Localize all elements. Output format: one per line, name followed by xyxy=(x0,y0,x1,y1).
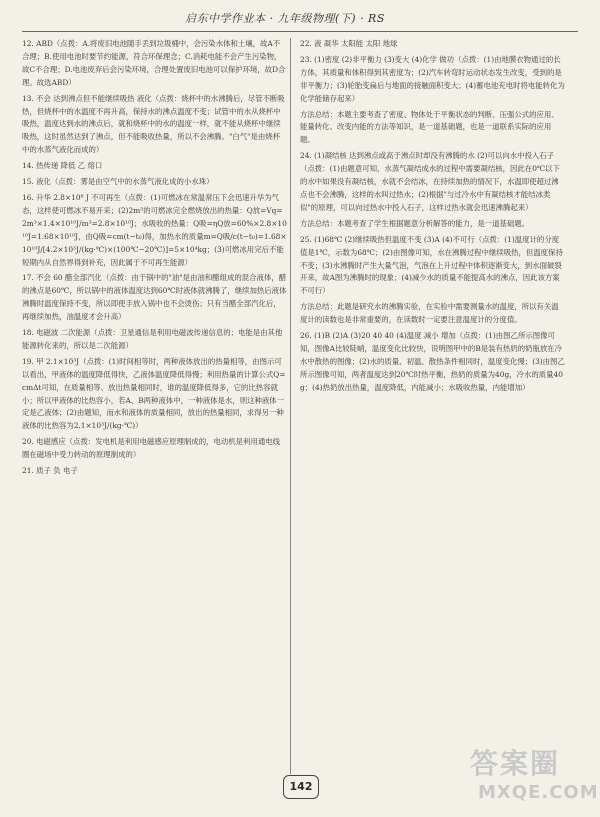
answer-20: 20. 电磁感应（点拨：发电机是利用电磁感应原理制成的，电动机是利用通电线圈在磁场中受力转动的原理制成的） xyxy=(22,437,280,460)
answer-14: 14. 热传递 降低 乙 熔口 xyxy=(22,161,103,171)
column-divider xyxy=(290,38,291,774)
method-summary-25: 方法总结：此题是研究水的沸腾实验，在实验中需要测量水的温度，所以有关温度计的读数也是非常重要的，在读数时一定要注意温度计的分度值。 xyxy=(300,302,559,325)
answer-26: 26. (1)B (2)A (3)20 40 40 (4)温度 减小 增加（点拨：(1)由图乙所示图像可知，图像A比较陡峭，温度变化比较快，说明图甲中的B是装有热奶的奶瓶放在冷水中散热的图像；(2)水的质量、初温、散热条件相同时，温度变化慢；(3)由图乙所示图像可知，两者温度达到20℃时热平衡，热奶的质量为40g，冷水的质量40g；(4)热奶放出热量，温度降低，内能减小；水吸收热量，内能增加） xyxy=(300,331,565,392)
answer-25: 25. (1)68℃ (2)继续吸热但温度不变 (3)A (4)不可行（点拨：(1)温度计的分度值是1℃，示数为68℃；(2)由图像可知，水在沸腾过程中继续吸热，但温度保持不变；(3)水沸腾时产生大量气泡，气泡在上升过程中体积逐渐变大，到水面破裂开来，故A图为沸腾时的现象；(4)减少水的质量不能提高水的沸点，因此该方案不可行） xyxy=(300,234,563,296)
watermark-logo: 答案圈 xyxy=(470,747,561,780)
watermark-url: MXQE.COM xyxy=(478,782,599,803)
answer-17: 17. 不会 60 醋全部汽化（点拨：由于锅中的"油"是由油和醋组成的混合液体，醋的沸点是60℃，所以锅中的液体温度达到60℃时液体就沸腾了，继续加热后液体沸腾时温度保持不变，所以即使手放入锅中也不会烫伤；只有当醋全部汽化后，再继续加热，油温度才会升高） xyxy=(22,273,287,322)
answer-16: 16. 升华 2.8×10⁸ J 不可再生（点拨：(1)可燃冰在常温常压下会迅速升华为气态，这样使可燃冰不易开采；(2)2m³的可燃冰完全燃烧放出的热量：Q放=Vq=2m³×1.4×10¹⁰J/m³=2.8×10¹⁰J；水吸收的热量：Q吸=ηQ放=60%×2.8×10¹⁰J=1.68×10¹⁰J，由Q吸=cm(t−t₀)得，加热水的质量m=Q吸/c(t−t₀)=1.68×10¹⁰J/[4.2×10³J/(kg·℃)×(100℃−20℃)]=5×10⁴kg；(3)可燃冰用完后不能短期内从自然界得到补充，因此属于不可再生能源） xyxy=(22,192,287,267)
answer-18: 18. 电磁波 二次能源（点拨：卫星通信是利用电磁波传递信息的；电能是由其他能源转化来的，所以是二次能源） xyxy=(22,328,283,350)
answer-24: 24. (1)凝结核 达到沸点或高于沸点时却没有沸腾的水 (2)可以向水中投入石子（点拨：(1)由题意可知，水蒸气凝结成水的过程中需要凝结核，因此在0℃以下的水中如果没有凝结核，水就不会结冰，在持续加热的情况下，水温即使超过沸点也不会沸腾，这样的水叫过热水；(2)根据"与过冷水中有凝结核才能结冰类似"的原理，可以向过热水中投入石子，这样过热水就会迅速沸腾起来） xyxy=(300,151,560,212)
answer-12: 12. ABD（点拨：A.将废旧电池随手丢到垃圾桶中，会污染水体和土壤，故A不合理；B.使用电池时要节约能源，符合环保理念；C.消耗电能不会产生污染物，故C不合理；D.电池废弃后会污染环境，合理处置废旧电池可以保护环境，故D合理。故选ABD） xyxy=(22,39,286,87)
page-number: 142 xyxy=(283,775,319,799)
left-column xyxy=(22,38,287,481)
answer-13: 13. 不会 达到沸点但不能继续吸热 液化（点拨：烧杯中的水沸腾后，尽管不断吸热，但烧杯中的水温度不再升高，保持水的沸点温度不变；试管中的水从烧杯中吸热，温度达到水的沸点后，就和烧杯中的水的温度一样，就不能从烧杯中继续吸热，这时虽然达到了沸点，但不能吸收热量，所以不会沸腾。"白气"是由烧杯中的水蒸气液化而成的） xyxy=(22,93,285,155)
answer-15: 15. 液化（点拨：雾是由空气中的水蒸气液化成的小水珠） xyxy=(22,177,214,187)
method-summary-24: 方法总结：本题考查了学生根据题意分析解答的能力，是一道基础题。 xyxy=(300,218,530,228)
method-summary-23: 方法总结：本题主要考查了密度、物体处于平衡状态的判断、压强公式的应用、能量转化、改变内能的方法等知识，是一道基础题，也是一道联系实际的应用题。 xyxy=(300,109,559,145)
page-header xyxy=(0,0,600,34)
right-column xyxy=(300,38,565,398)
answer-23: 23. (1)密度 (2)非平衡力 (3)变大 (4)化学 做功（点拨：(1)由地膜衣物通过的长方体，其质量和体积得到其密度为；(2)汽车转弯时运动状态发生改变，受到的是非平衡力；(3)轮胎变扁后与地面的接触面积变大；(4)蓄电池充电时将电能转化为化学能储存起来） xyxy=(300,54,565,103)
header-title: 启东中学作业本 · 九年级物理(下) · RS xyxy=(185,12,385,25)
answer-22: 22. 液 凝华 太阳能 太阳 地球 xyxy=(300,39,398,48)
header-rule xyxy=(22,31,578,32)
answer-19: 19. 甲 2.1×10³J（点拨：(1)时间相等时，两种液体放出的热量相等，由图示可以看出，甲液体的温度降低得快，乙液体温度降低得慢；利用热量的计算公式Q=cmΔt可知，在质量相等、放出热量相同时，谁的温度降低得多，它的比热容就小；所以甲液体的比热容小，若A、B两种液体中，一种液体是水，则这种液体一定是乙液体；(2)由题知，而水和液体的质量相同，放出的热量相同，求得另一种液体的比热容为2.1×10³J/(kg·℃)） xyxy=(22,356,286,431)
answer-21: 21. 质子 负 电子 xyxy=(22,466,78,476)
